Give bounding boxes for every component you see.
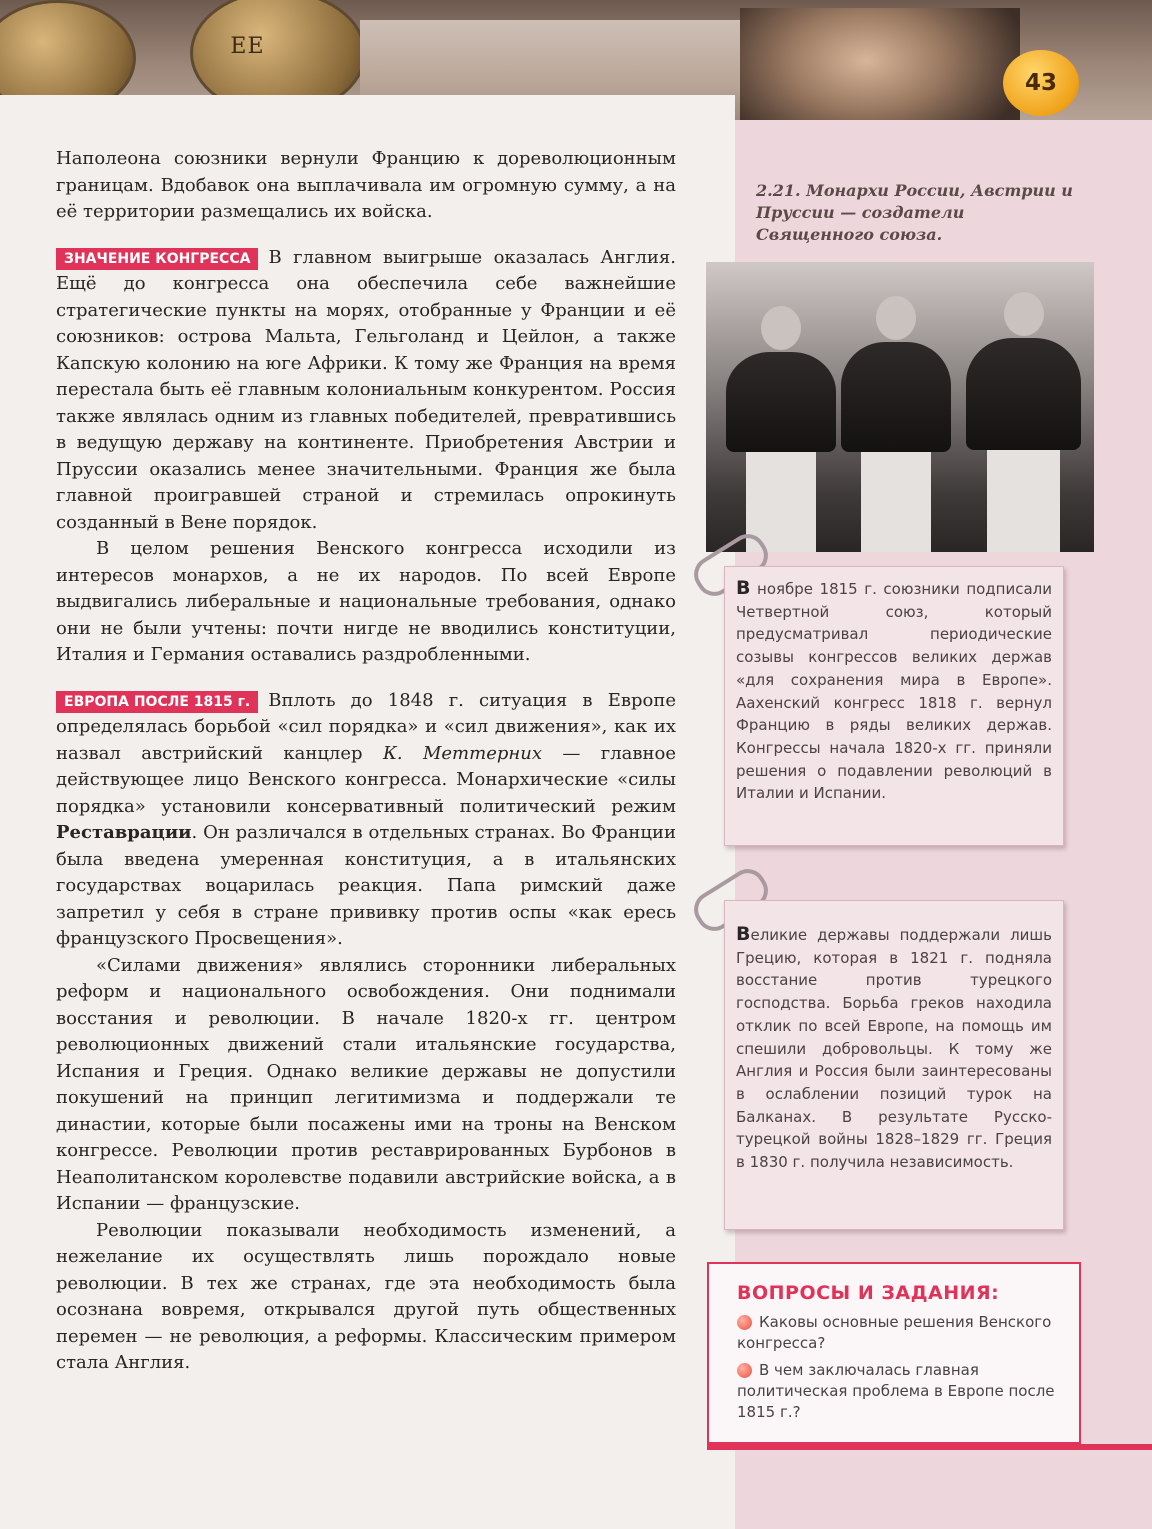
bullet-icon xyxy=(737,1315,752,1330)
note-text: еликие державы поддержали лишь Грецию, которая в 1821 г. подняла восстание против турецкого господства. Борьба греков находила отклик по всей Европе, на помощь им спешили добровольцы. К тому же Англия и Россия были заинтересованы в ослаблении позиций турок на Балканах. В результате Русско-турецкой войны 1828–1829 гг. Греция в 1830 г. получила независимость. xyxy=(736,926,1052,1172)
paragraph: Наполеона союзники вернули Францию к дореволюционным границам. Вдобавок она выплачивала им огромную сумму, а на её территории размещались их войска. xyxy=(56,148,676,222)
monarch-figure-right xyxy=(966,338,1081,450)
figure-legs xyxy=(987,450,1061,552)
figure-caption: 2.21. Монархи России, Австрии и Пруссии — создатели Священного союза. xyxy=(756,181,1073,244)
section-europe xyxy=(56,688,676,953)
section-tag-congress: ЗНАЧЕНИЕ КОНГРЕССА xyxy=(56,248,258,270)
section-europe-text: . Он различался в отдельных странах. Во Франции была введена умеренная конституция, а в итальянских государствах воцарилась реакция. Папа римский даже запретил у себя в стране прививку против оспы «как ересь французского Просвещения». xyxy=(56,822,676,949)
question-item xyxy=(737,1360,1065,1423)
figure-legs xyxy=(861,452,931,552)
page-number: 43 xyxy=(1003,50,1079,116)
question-text: В чем заключалась главная политическая проблема в Европе после 1815 г.? xyxy=(737,1361,1055,1421)
section-europe-text: — главное действующее лицо Венского конгресса. Монархические «силы порядка» установили консервативный политический режим xyxy=(56,742,676,817)
note-dropcap: В xyxy=(736,923,751,945)
monarch-figure-center xyxy=(841,342,951,452)
monarch-figure-left xyxy=(726,352,836,452)
note-text: ноябре 1815 г. союзники подписали Четвертной союз, который предусматривал периодические созывы конгрессов великих держав «для сохранения мира в Европе». Аахенский конгресс 1818 г. вернул Францию в ряды великих держав. Конгрессы начала 1820-х гг. приняли решения о подавлении революций в Италии и Испании. xyxy=(736,580,1052,803)
figure-head xyxy=(876,296,916,340)
bullet-icon xyxy=(737,1363,752,1378)
side-note-quadruple-alliance xyxy=(724,566,1064,846)
questions-box xyxy=(707,1262,1081,1444)
coin-inscription: ЕЕ xyxy=(230,33,265,59)
note-dropcap: В xyxy=(736,577,751,599)
key-term: Реставрации xyxy=(56,822,192,843)
monarchs-illustration xyxy=(706,262,1094,552)
side-note-greece xyxy=(724,900,1064,1230)
paragraph: «Силами движения» являлись сторонники либеральных реформ и национального освобождения. Они поднимали восстания и революции. В начале 1820-х гг. центром революционных движений стали итальянские государства, Испания и Греция. Однако великие державы не допустили покушений на принцип легитимизма и поддержали те династии, которые были посажены ими на троны на Венском конгрессе. Революции против реставрированных Бурбонов в Неаполитанском королевстве подавили австрийские войска, а в Испании — французские. xyxy=(56,954,676,1214)
questions-title: ВОПРОСЫ И ЗАДАНИЯ: xyxy=(737,1282,1000,1304)
section-tag-europe: ЕВРОПА ПОСЛЕ 1815 г. xyxy=(56,691,258,713)
question-item xyxy=(737,1312,1065,1354)
person-name: К. Меттерних xyxy=(382,742,542,764)
section-congress-text: В главном выигрыше оказалась Англия. Ещё до конгресса она обеспечила себе важнейшие стратегические пункты на морях, отобранные у Франции и её союзников: острова Мальта, Гельголанд и Цейлон, а также Капскую колонию на юге Африки. К тому же Франция на время перестала быть её главным колониальным конкурентом. Россия также являлась одним из главных победителей, превратившись в ведущую державу на континенте. Приобретения Австрии и Пруссии оказались менее значительными. Франция же была главной проигравшей страной и стремилась опрокинуть созданный в Вене порядок. xyxy=(56,246,676,533)
section-congress xyxy=(56,245,676,537)
questions-underline xyxy=(707,1444,1152,1450)
paragraph: Революции показывали необходимость изменений, а нежелание их осуществлять лишь порождало новые революции. В тех же странах, где эта необходимость была осознана вовремя, открывался другой путь общественных перемен — не революция, а реформы. Классическим примером стала Англия. xyxy=(56,1219,676,1373)
main-text xyxy=(56,146,676,1377)
figure-head xyxy=(1004,292,1044,336)
question-text: Каковы основные решения Венского конгресса? xyxy=(737,1313,1052,1352)
figure-head xyxy=(761,306,801,350)
paragraph: В целом решения Венского конгресса исходили из интересов монархов, а не их народов. По всей Европе выдвигались либеральные и национальные требования, однако они не были учтены: почти нигде не вводились конституции, Италия и Германия оставались раздробленными. xyxy=(56,538,676,665)
section-europe-text: Вплоть до 1848 г. ситуация в Европе определялась борьбой «сил порядка» и «сил движения», как их назвал австрийский канцлер xyxy=(56,689,676,764)
